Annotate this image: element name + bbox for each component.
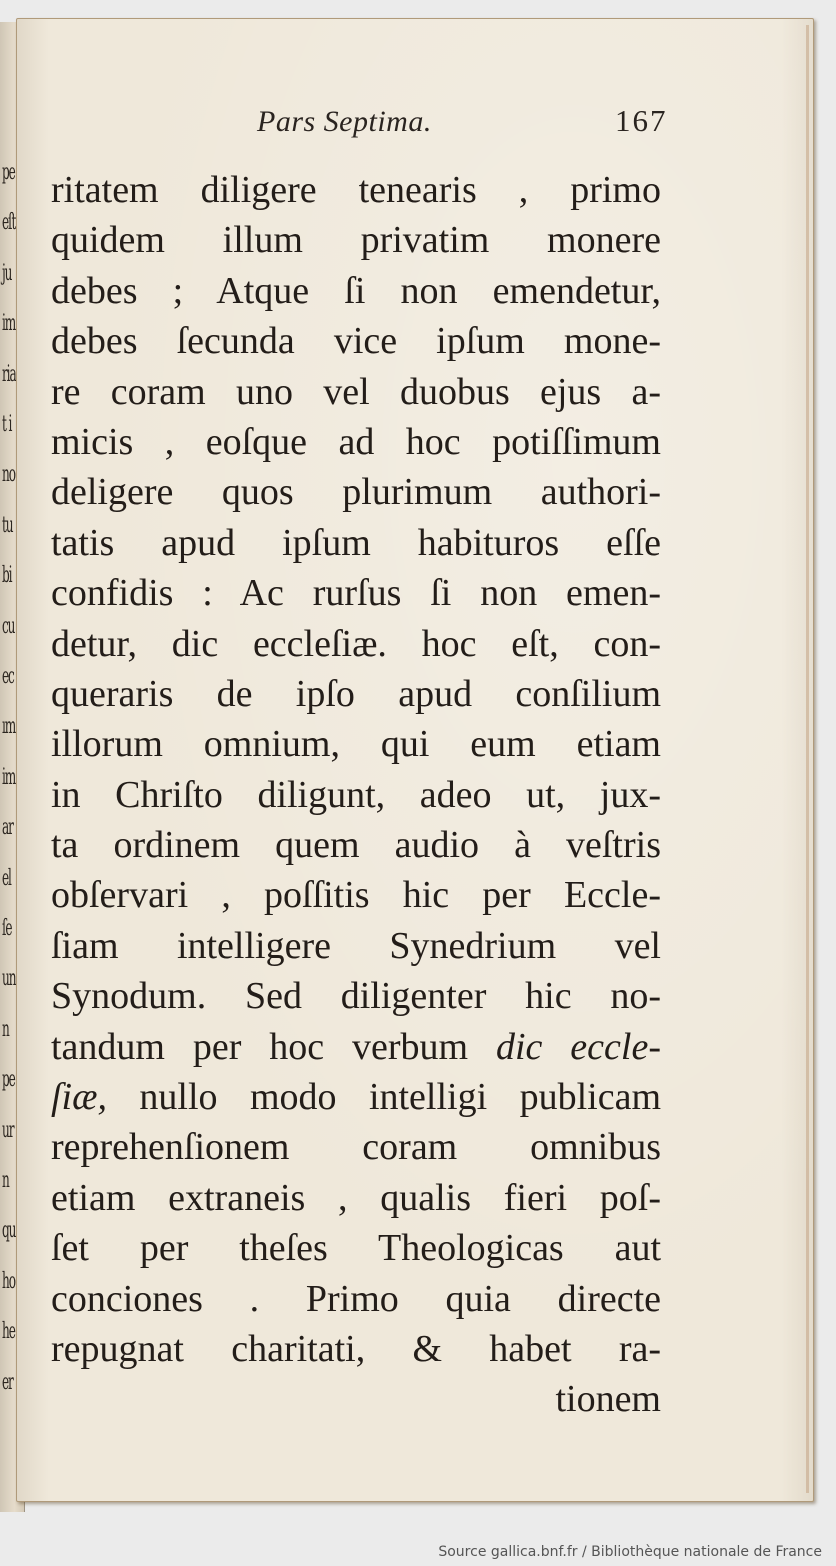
facing-page-fragment: ju: [2, 260, 12, 286]
facing-page-fragment: pe: [2, 160, 15, 185]
text-line: confidis : Ac rurſus ſi non emen-: [51, 572, 661, 615]
text-line: illorum omnium, qui eum etiam: [51, 723, 661, 766]
facing-page-fragment: ria: [2, 361, 16, 387]
facing-page-fragment: pe: [2, 1067, 15, 1093]
text-line: obſervari , poſſitis hic per Eccle-: [51, 874, 661, 917]
text-line: ritatem diligere tenearis , primo: [51, 169, 661, 211]
facing-page-fragment: he: [2, 1319, 15, 1345]
source-attribution: Source gallica.bnf.fr / Bibliothèque nationale de France: [438, 1544, 822, 1560]
italic-phrase: ſiæ,: [51, 1076, 107, 1119]
facing-page-fragment: n: [2, 1168, 9, 1193]
facing-page-fragment: ur: [2, 1117, 14, 1143]
text-line: ta ordinem quem audio à veſtris: [51, 824, 661, 867]
text-line: micis , eoſque ad hoc potiſſimum: [51, 420, 661, 463]
facing-page-fragment: bi: [2, 563, 12, 589]
facing-page-fragment: ec: [2, 664, 14, 689]
facing-page-fragment: t i: [2, 412, 12, 437]
facing-page-fragment: eſt: [2, 210, 16, 236]
text-line: debes ; Atque ſi non emendetur,: [51, 269, 661, 312]
facing-page-fragment: im: [2, 764, 16, 790]
italic-phrase: dic eccle-: [496, 1025, 661, 1068]
book-page: [16, 18, 814, 1502]
page-number: 167: [615, 103, 668, 138]
facing-page-fragment: er: [2, 1369, 13, 1395]
facing-page-fragment: tu: [2, 512, 13, 538]
facing-page-fragment: un: [2, 966, 16, 992]
catchword: tionem: [555, 1378, 661, 1421]
text-line: etiam extraneis , qualis fieri poſ-: [51, 1176, 661, 1219]
text-segment: nullo modo intelligi publicam: [139, 1076, 661, 1119]
body-text: [51, 165, 661, 1425]
text-line: conciones . Primo quia directe: [51, 1277, 661, 1320]
text-line: repugnat charitati, & habet ra-: [51, 1327, 661, 1370]
text-segment: tandum per hoc verbum: [51, 1025, 469, 1068]
text-line: in Chriſto diligunt, adeo ut, jux-: [51, 773, 661, 816]
text-line-mixed: [51, 1022, 661, 1072]
facing-page-fragment: ar: [2, 815, 13, 841]
text-line-mixed: [51, 1072, 661, 1122]
text-line: quidem illum privatim monere: [51, 219, 661, 262]
facing-page-fragment: el: [2, 865, 11, 891]
text-line: ſiam intelligere Synedrium vel: [51, 924, 661, 967]
page-edge-shadow: [806, 25, 809, 1493]
text-line: detur, dic eccleſiæ. hoc eſt, con-: [51, 622, 661, 665]
text-line: debes ſecunda vice ipſum mone-: [51, 320, 661, 363]
running-head: Pars Septima.: [257, 105, 432, 138]
facing-page-fragment: im: [2, 311, 16, 337]
text-line: tatis apud ipſum habituros eſſe: [51, 521, 661, 564]
text-line: re coram uno vel duobus ejus a-: [51, 370, 661, 413]
text-line: ſet per theſes Theologicas aut: [51, 1227, 661, 1270]
facing-page-fragment: cu: [2, 613, 15, 639]
facing-page-fragment: n: [2, 1016, 9, 1042]
facing-page-fragment: qu: [2, 1218, 16, 1244]
facing-page-fragment: ſe: [2, 916, 12, 941]
text-line: reprehenſionem coram omnibus: [51, 1126, 661, 1169]
facing-page-fragment: ho: [2, 1268, 15, 1294]
text-line: Synodum. Sed diligenter hic no-: [51, 975, 661, 1018]
text-line: deligere quos plurimum authori-: [51, 471, 661, 514]
facing-page-fragment: ım: [2, 714, 16, 740]
text-line: queraris de ipſo apud conſilium: [51, 672, 661, 715]
facing-page-fragment: no: [2, 462, 15, 488]
